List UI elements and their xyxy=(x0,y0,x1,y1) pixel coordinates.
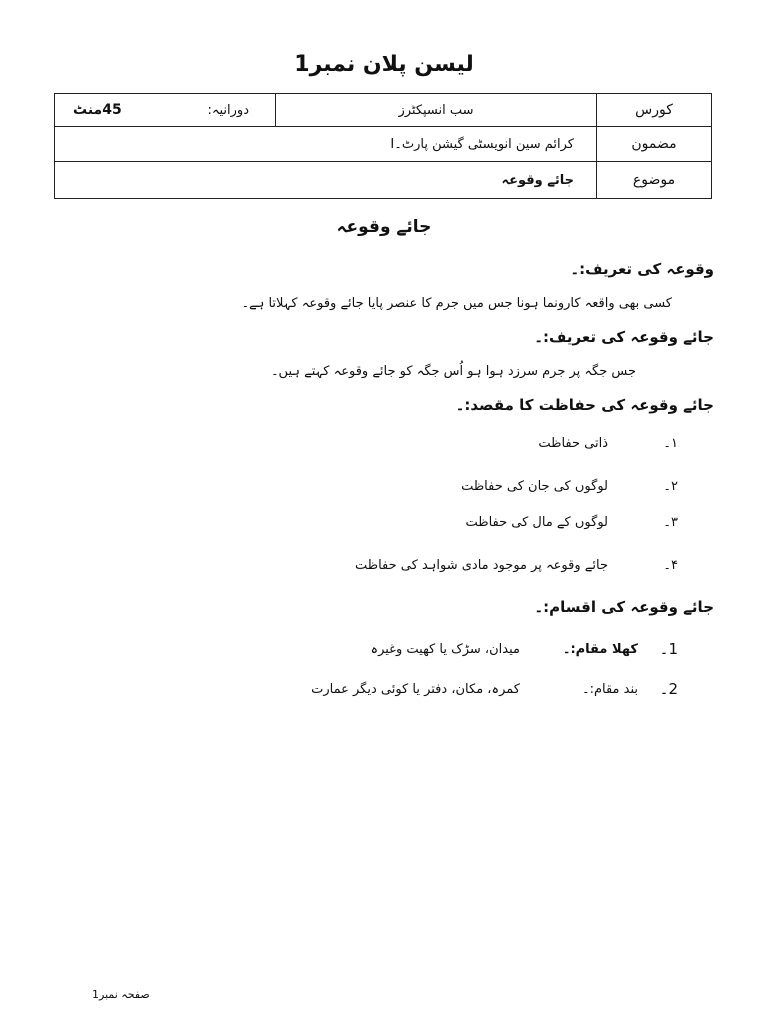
types-heading: جائے وقوعہ کی اقسام:۔ xyxy=(534,598,714,616)
incident-definition-text: کسی بھی واقعہ کارونما ہونا جس میں جرم کا عنصر پایا جائے وقوعہ کہلاتا ہے۔ xyxy=(241,296,672,311)
course-row xyxy=(55,94,712,127)
purpose-item-text: جائے وقوعہ پر موجود مادی شواہد کی حفاظت xyxy=(354,558,608,573)
purpose-item xyxy=(355,558,678,573)
course-value: سب انسپکٹرز xyxy=(276,94,597,127)
purpose-item-number: ۲۔ xyxy=(663,479,678,494)
purpose-item-number: ۱۔ xyxy=(663,436,678,451)
purpose-item-text: لوگوں کے مال کی حفاظت xyxy=(465,515,608,530)
type-item xyxy=(311,680,678,698)
subject-label: مضمون xyxy=(597,127,712,162)
purpose-heading: جائے وقوعہ کی حفاظت کا مقصد:۔ xyxy=(455,396,714,414)
page-title: لیسن پلان نمبر1 xyxy=(294,52,474,77)
subject-value: کرائم سین انویسٹی گیشن پارٹ۔I xyxy=(55,127,597,162)
scene-definition-heading: جائے وقوعہ کی تعریف:۔ xyxy=(534,328,714,346)
topic-value: جائے وقوعہ xyxy=(55,162,597,199)
purpose-item-text: لوگوں کی جان کی حفاظت xyxy=(461,479,608,494)
type-item-label: بند مقام:۔ xyxy=(581,681,638,697)
topic-label: موضوع xyxy=(597,162,712,199)
duration-label: دورانیہ: xyxy=(207,102,249,118)
section-title: جائے وقوعہ xyxy=(336,217,432,237)
type-item xyxy=(370,640,678,658)
purpose-item xyxy=(465,515,678,530)
type-item-value: کمرہ، مکان، دفتر یا کوئی دیگر عمارت xyxy=(311,681,520,697)
purpose-item xyxy=(461,479,678,494)
incident-definition-heading: وقوعہ کی تعریف:۔ xyxy=(570,260,714,278)
purpose-item-number: ۳۔ xyxy=(663,515,678,530)
scene-definition-text: جس جگہ پر جرم سرزد ہوا ہو اُس جگہ کو جائے وقوعہ کہتے ہیں۔ xyxy=(270,364,636,379)
duration-cell xyxy=(55,94,276,127)
purpose-item xyxy=(538,436,678,451)
purpose-item-number: ۴۔ xyxy=(663,558,678,573)
page-number: صفحہ نمبر1 xyxy=(92,988,150,1001)
topic-row xyxy=(55,162,712,199)
lesson-info-table xyxy=(54,93,712,199)
type-item-number: 2۔ xyxy=(659,680,678,698)
type-item-value: میدان، سڑک یا کھیت وغیرہ xyxy=(370,641,520,657)
type-item-label: کھلا مقام:۔ xyxy=(562,641,638,657)
subject-row xyxy=(55,127,712,162)
purpose-item-text: ذاتی حفاظت xyxy=(538,436,608,451)
course-label: کورس xyxy=(597,94,712,127)
type-item-number: 1۔ xyxy=(659,640,678,658)
duration-value: 45منٹ xyxy=(73,102,122,118)
